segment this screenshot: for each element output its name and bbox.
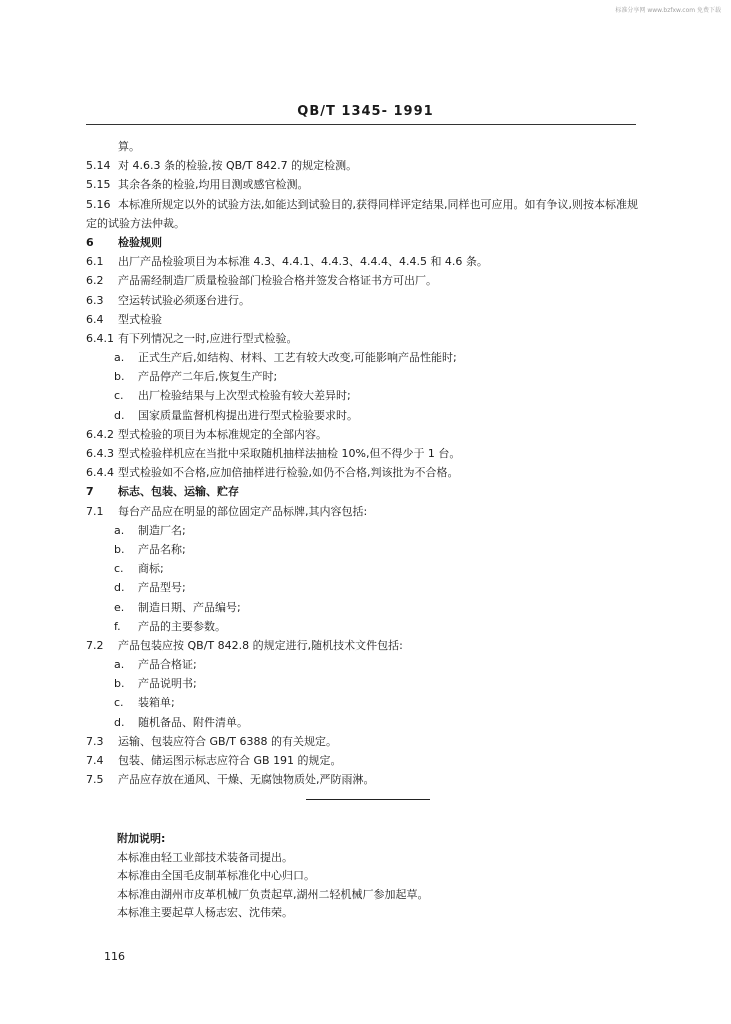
additional-note: 本标准主要起草人杨志宏、沈伟荣。 [117,906,293,920]
clause-number: 6.1 [86,255,104,269]
list-item [86,406,642,425]
section-number: 7 [86,485,94,499]
clause-6-4-2 [86,425,642,444]
clause-5-14 [86,156,642,175]
clause-number: 7.5 [86,773,104,787]
list-item [86,598,642,617]
item-text: 出厂检验结果与上次型式检验有较大差异时; [138,389,351,403]
list-item [86,348,642,367]
item-marker: d. [114,408,125,422]
section-6-heading [86,233,642,252]
list-item [86,367,642,386]
item-marker: a. [114,658,125,672]
clause-number: 6.2 [86,274,104,288]
clause-number: 6.4.2 [86,427,114,441]
item-text: 国家质量监督机构提出进行型式检验要求时。 [138,408,358,422]
item-text: 产品说明书; [138,677,197,691]
clause-6-2 [86,271,642,290]
clause-7-4 [86,751,642,770]
clause-number: 5.15 [86,178,111,192]
item-text: 产品停产二年后,恢复生产时; [138,370,278,384]
clause-text: 产品应存放在通风、干燥、无腐蚀物质处,严防雨淋。 [118,773,375,787]
clause-6-4-3 [86,444,642,463]
clause-text: 对 4.6.3 条的检验,按 QB/T 842.7 的规定检测。 [118,159,358,173]
item-marker: c. [114,562,124,576]
additional-note: 本标准由轻工业部技术装备司提出。 [117,850,293,864]
clause-6-4-4 [86,463,642,482]
clause-number: 6.4.1 [86,331,114,345]
item-text: 装箱单; [138,696,175,710]
clause-text: 型式检验 [118,312,162,326]
clause-5-15 [86,175,642,194]
clause-5-16 [86,195,642,233]
clause-number: 6.4 [86,312,104,326]
item-text: 制造日期、产品编号; [138,600,241,614]
additional-notes [117,830,429,923]
item-text: 正式生产后,如结构、材料、工艺有较大改变,可能影响产品性能时; [138,351,457,365]
item-marker: c. [114,389,124,403]
item-text: 商标; [138,562,164,576]
clause-6-3 [86,291,642,310]
clause-text: 空运转试验必须逐台进行。 [118,293,250,307]
list-item [86,540,642,559]
clause-text: 型式检验样机应在当批中采取随机抽样法抽检 10%,但不得少于 1 台。 [118,447,461,461]
document-body [86,137,642,800]
clause-text: 算。 [118,140,140,153]
item-marker: d. [114,581,125,595]
clause-text: 有下列情况之一时,应进行型式检验。 [118,331,298,345]
clause-text: 本标准所规定以外的试验方法,如能达到试验目的,获得同样评定结果,同样也可应用。如有争议,则按本标准规定的试验方法仲裁。 [86,197,638,230]
item-marker: b. [114,677,125,691]
list-item [86,578,642,597]
list-item [86,713,642,732]
item-marker: a. [114,351,125,365]
line-0 [86,137,642,156]
additional-notes-title: 附加说明: [117,832,166,845]
clause-text: 每台产品应在明显的部位固定产品标牌,其内容包括: [118,504,368,518]
item-marker: b. [114,370,125,384]
section-title: 检验规则 [118,235,162,249]
clause-text: 包装、储运图示标志应符合 GB 191 的规定。 [118,754,342,768]
item-marker: e. [114,600,125,614]
clause-text: 其余各条的检验,均用目测或感官检测。 [118,178,309,192]
section-title: 标志、包装、运输、贮存 [118,485,239,499]
clause-text: 产品需经制造厂质量检验部门检验合格并签发合格证书方可出厂。 [118,274,437,288]
clause-text: 产品包装应按 QB/T 842.8 的规定进行,随机技术文件包括: [118,638,403,652]
clause-6-4-1 [86,329,642,348]
additional-note: 本标准由全国毛皮制革标准化中心归口。 [117,869,315,883]
clause-number: 7.2 [86,638,104,652]
clause-number: 7.4 [86,754,104,768]
list-item [86,674,642,693]
end-rule [306,799,430,800]
clause-7-5 [86,770,642,789]
list-item [86,559,642,578]
list-item [86,617,642,636]
section-7-heading [86,482,642,501]
item-text: 产品名称; [138,542,186,556]
page-header: QB/T 1345- 1991 [297,104,434,119]
clause-6-4 [86,310,642,329]
header-rule [86,124,636,125]
clause-number: 5.16 [86,197,111,211]
page-number: 116 [104,950,125,963]
clause-number: 6.4.4 [86,466,114,480]
clause-7-3 [86,732,642,751]
item-marker: a. [114,523,125,537]
item-text: 制造厂名; [138,523,186,537]
item-text: 产品型号; [138,581,186,595]
item-text: 随机备品、附件清单。 [138,715,248,729]
section-number: 6 [86,235,94,249]
watermark-text: 标准分享网 www.bzfxw.com 免费下载 [615,7,721,14]
item-marker: f. [114,619,121,633]
clause-number: 7.3 [86,734,104,748]
clause-6-1 [86,252,642,271]
clause-7-2 [86,636,642,655]
item-text: 产品的主要参数。 [138,619,226,633]
clause-text: 出厂产品检验项目为本标准 4.3、4.4.1、4.4.3、4.4.4、4.4.5 和 4.6 条。 [118,255,488,269]
clause-text: 型式检验如不合格,应加倍抽样进行检验,如仍不合格,判该批为不合格。 [118,466,459,480]
item-text: 产品合格证; [138,658,197,672]
clause-text: 型式检验的项目为本标准规定的全部内容。 [118,427,327,441]
clause-number: 5.14 [86,159,111,173]
item-marker: c. [114,696,124,710]
list-item [86,386,642,405]
item-marker: d. [114,715,125,729]
list-item [86,655,642,674]
clause-number: 6.3 [86,293,104,307]
clause-number: 7.1 [86,504,104,518]
list-item [86,521,642,540]
clause-7-1 [86,502,642,521]
list-item [86,693,642,712]
item-marker: b. [114,542,125,556]
clause-number: 6.4.3 [86,447,114,461]
additional-note: 本标准由湖州市皮革机械厂负责起草,湖州二轻机械厂参加起草。 [117,887,429,901]
clause-text: 运输、包装应符合 GB/T 6388 的有关规定。 [118,734,337,748]
